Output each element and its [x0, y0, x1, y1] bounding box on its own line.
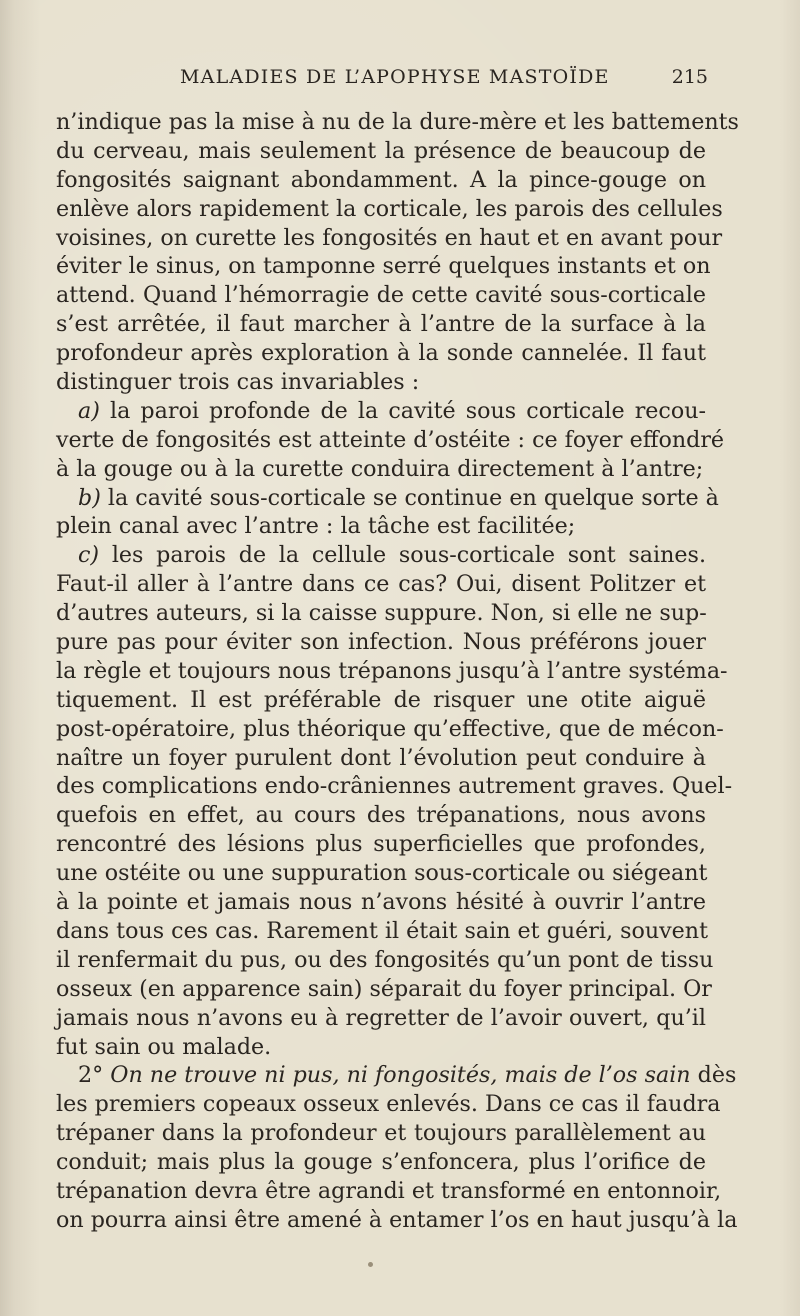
text-line: plein canal avec l’antre : la tâche est facilitée; — [56, 513, 576, 540]
running-title: MALADIES DE L’APOPHYSE MASTOÏDE — [180, 66, 610, 88]
list-item-b — [56, 484, 719, 513]
list-marker-a: a) — [78, 397, 100, 424]
list-text-a: la paroi profonde de la cavité sous corticale recou- — [99, 397, 706, 424]
section-number: 2° — [78, 1062, 111, 1089]
text-line: pure pas pour éviter son infection. Nous préférons jouer — [56, 629, 706, 656]
text-line: des complications endo-crâniennes autrement graves. Quel- — [56, 773, 733, 800]
text-line: tiquement. Il est préférable de risquer une otite aiguë — [56, 686, 706, 713]
text-line: jamais nous n’avons eu à regretter de l’avoir ouvert, qu’il — [56, 1004, 706, 1031]
text-line: osseux (en apparence sain) séparait du foyer principal. Or — [56, 975, 712, 1002]
ink-speck — [368, 1262, 373, 1267]
text-line: d’autres auteurs, si la caisse suppure. Non, si elle ne sup- — [56, 600, 707, 627]
text-line: naître un foyer purulent dont l’évolution peut conduire à — [56, 744, 706, 771]
text-line: du cerveau, mais seulement la présence de beaucoup de — [56, 137, 706, 164]
text-line: n’indique pas la mise à nu de la dure-mère et les battements — [56, 109, 739, 135]
text-line: post-opératoire, plus théorique qu’effective, que de mécon- — [56, 715, 724, 742]
text-line: dans tous ces cas. Rarement il était sain et guéri, souvent — [56, 917, 708, 944]
list-item-c — [56, 541, 706, 570]
text-line: éviter le sinus, on tamponne serré quelques instants et on — [56, 253, 711, 280]
page-header — [0, 66, 800, 96]
text-line: à la gouge ou à la curette conduira directement à l’antre; — [56, 455, 704, 482]
section-line-rest: dès — [690, 1062, 737, 1089]
text-line: verte de fongosités est atteinte d’ostéite : ce foyer effondré — [56, 426, 725, 453]
text-line: s’est arrêtée, il faut marcher à l’antre de la surface à la — [56, 311, 706, 338]
text-line: voisines, on curette les fongosités en haut et en avant pour — [56, 224, 723, 251]
text-line: à la pointe et jamais nous n’avons hésité à ouvrir l’antre — [56, 889, 706, 916]
text-line: Faut-il aller à l’antre dans ce cas? Oui, disent Politzer et — [56, 571, 706, 598]
list-text-b: la cavité sous-corticale se continue en quelque sorte à — [100, 484, 719, 511]
text-line: enlève alors rapidement la corticale, les parois des cellules — [56, 195, 723, 222]
text-line: profondeur après exploration à la sonde cannelée. Il faut — [56, 340, 706, 367]
list-marker-b: b) — [78, 484, 101, 511]
list-text-c: les parois de la cellule sous-corticale sont saines. — [99, 542, 706, 569]
list-marker-c: c) — [78, 542, 100, 569]
text-line: distinguer trois cas invariables : — [56, 369, 420, 396]
text-line: quefois en effet, au cours des trépanations, nous avons — [56, 802, 706, 829]
section-2-heading-line — [56, 1061, 737, 1090]
text-line: la règle et toujours nous trépanons jusqu’à l’antre systéma- — [56, 657, 728, 684]
body-text — [56, 108, 739, 1235]
text-line: il renfermait du pus, ou des fongosités qu’un pont de tissu — [56, 946, 714, 973]
text-line: attend. Quand l’hémorragie de cette cavité sous-corticale — [56, 282, 706, 309]
text-line: les premiers copeaux osseux enlevés. Dans ce cas il faudra — [56, 1091, 721, 1118]
page-number: 215 — [671, 66, 708, 88]
text-line: on pourra ainsi être amené à entamer l’os en haut jusqu’à la — [56, 1206, 738, 1233]
section-italic-title: On ne trouve ni pus, ni fongosités, mais de l’os sain — [110, 1062, 691, 1089]
text-line: trépaner dans la profondeur et toujours parallèlement au — [56, 1120, 706, 1147]
text-line: rencontré des lésions plus superficielles que profondes, — [56, 831, 706, 858]
text-line: conduit; mais plus la gouge s’enfoncera, plus l’orifice de — [56, 1149, 706, 1176]
list-item-a — [56, 397, 706, 426]
text-line: trépanation devra être agrandi et transformé en entonnoir, — [56, 1177, 722, 1204]
text-line: fut sain ou malade. — [56, 1033, 272, 1060]
text-line: une ostéite ou une suppuration sous-corticale ou siégeant — [56, 860, 708, 887]
text-line: fongosités saignant abondamment. A la pince-gouge on — [56, 166, 706, 193]
